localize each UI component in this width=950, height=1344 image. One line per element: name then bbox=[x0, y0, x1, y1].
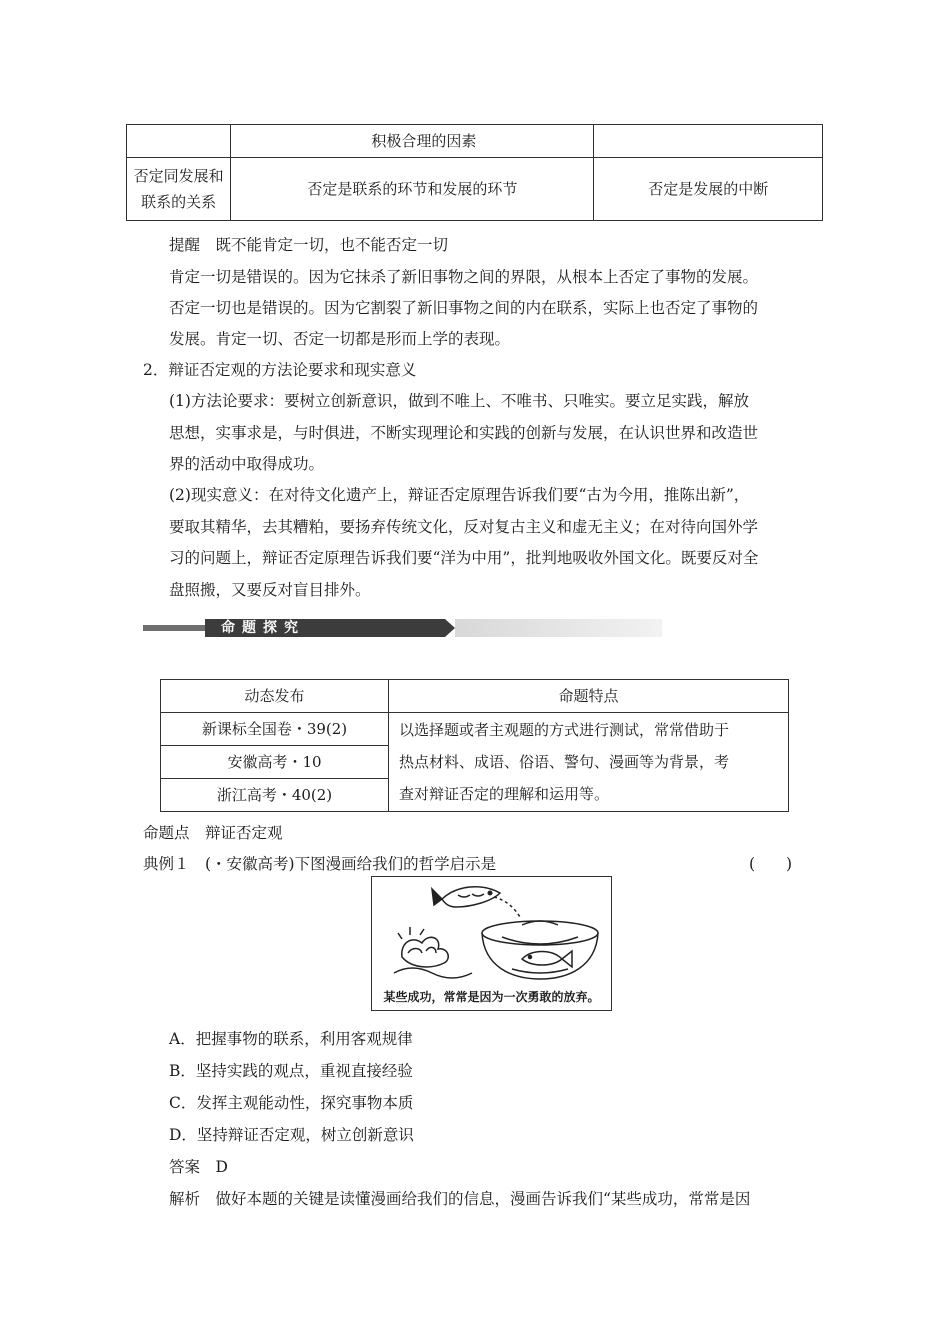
table-cell: 浙江高考・40(2) bbox=[161, 779, 389, 812]
exam-table bbox=[160, 679, 789, 812]
example-stem: 典例１ (・安徽高考)下图漫画给我们的哲学启示是 bbox=[143, 855, 497, 873]
fish-bowl-drawing bbox=[372, 877, 611, 987]
table-cell bbox=[127, 125, 231, 158]
reminder-text: 否定一切也是错误的。因为它割裂了新旧事物之间的内在联系，实际上也否定了事物的 bbox=[169, 299, 759, 317]
option-a: A．把握事物的联系，利用客观规律 bbox=[169, 1030, 413, 1048]
table-cell: 否定是联系的环节和发展的环节 bbox=[231, 158, 594, 221]
banner-bar bbox=[143, 625, 205, 631]
reminder-text: 肯定一切是错误的。因为它抹杀了新旧事物之间的界限，从根本上否定了事物的发展。 bbox=[169, 268, 759, 286]
reminder-title: 提醒 既不能肯定一切，也不能否定一切 bbox=[169, 236, 449, 254]
row-header-line: 否定同发展和 bbox=[133, 167, 224, 185]
paragraph-line: 思想，实事求是，与时俱进，不断实现理论和实践的创新与发展，在认识世界和改造世 bbox=[169, 424, 759, 442]
table-cell: 积极合理的因素 bbox=[231, 125, 594, 158]
paragraph-line: (1)方法论要求：要树立创新意识，做到不唯上、不唯书、只唯实。要立足实践，解放 bbox=[169, 392, 749, 410]
paragraph-line: 界的活动中取得成功。 bbox=[169, 455, 325, 473]
cartoon-image bbox=[371, 876, 612, 1011]
option-c: C．发挥主观能动性，探究事物本质 bbox=[169, 1094, 414, 1112]
paragraph-line: (2)现实意义：在对待文化遗产上，辩证否定原理告诉我们要“古为今用，推陈出新”， bbox=[169, 486, 750, 504]
banner-fade bbox=[455, 619, 662, 637]
paragraph-line: 习的问题上，辩证否定原理告诉我们要“洋为中用”，批判地吸收外国文化。既要反对全 bbox=[169, 549, 759, 567]
banner-arrow bbox=[445, 619, 455, 637]
section-heading: 2．辩证否定观的方法论要求和现实意义 bbox=[143, 361, 417, 379]
paragraph-line: 要取其精华，去其糟粕，要扬弃传统文化，反对复古主义和虚无主义；在对待向国外学 bbox=[169, 518, 759, 536]
table-cell: 新课标全国卷・39(2) bbox=[161, 713, 389, 746]
reminder-text: 发展。肯定一切、否定一切都是形而上学的表现。 bbox=[169, 330, 511, 348]
option-b: B．坚持实践的观点，重视直接经验 bbox=[169, 1062, 413, 1080]
banner-title: 命题探究 bbox=[205, 619, 445, 637]
topic-point: 命题点 辩证否定观 bbox=[143, 824, 283, 842]
answer: 答案 D bbox=[169, 1158, 228, 1176]
feature-line: 热点材料、成语、俗语、警句、漫画等为背景，考 bbox=[399, 753, 730, 771]
paragraph-line: 盘照搬，又要反对盲目排外。 bbox=[169, 581, 371, 599]
feature-line: 以选择题或者主观题的方式进行测试，常常借助于 bbox=[399, 721, 730, 739]
table-cell: 安徽高考・10 bbox=[161, 746, 389, 779]
table-cell bbox=[594, 125, 823, 158]
answer-bracket: ( ) bbox=[749, 855, 793, 873]
comparison-table bbox=[126, 124, 823, 221]
table-header: 命题特点 bbox=[389, 680, 789, 713]
table-cell bbox=[389, 713, 789, 812]
feature-line: 查对辩证否定的理解和运用等。 bbox=[399, 785, 610, 803]
section-banner bbox=[143, 619, 519, 637]
cartoon-caption: 某些成功，常常是因为一次勇敢的放弃。 bbox=[383, 990, 600, 1004]
analysis: 解析 做好本题的关键是读懂漫画给我们的信息，漫画告诉我们“某些成功，常常是因 bbox=[169, 1190, 751, 1208]
table-header: 动态发布 bbox=[161, 680, 389, 713]
table-cell bbox=[127, 158, 231, 221]
row-header-line: 联系的关系 bbox=[141, 193, 217, 211]
option-d: D．坚持辩证否定观，树立创新意识 bbox=[169, 1126, 414, 1144]
table-cell: 否定是发展的中断 bbox=[594, 158, 823, 221]
